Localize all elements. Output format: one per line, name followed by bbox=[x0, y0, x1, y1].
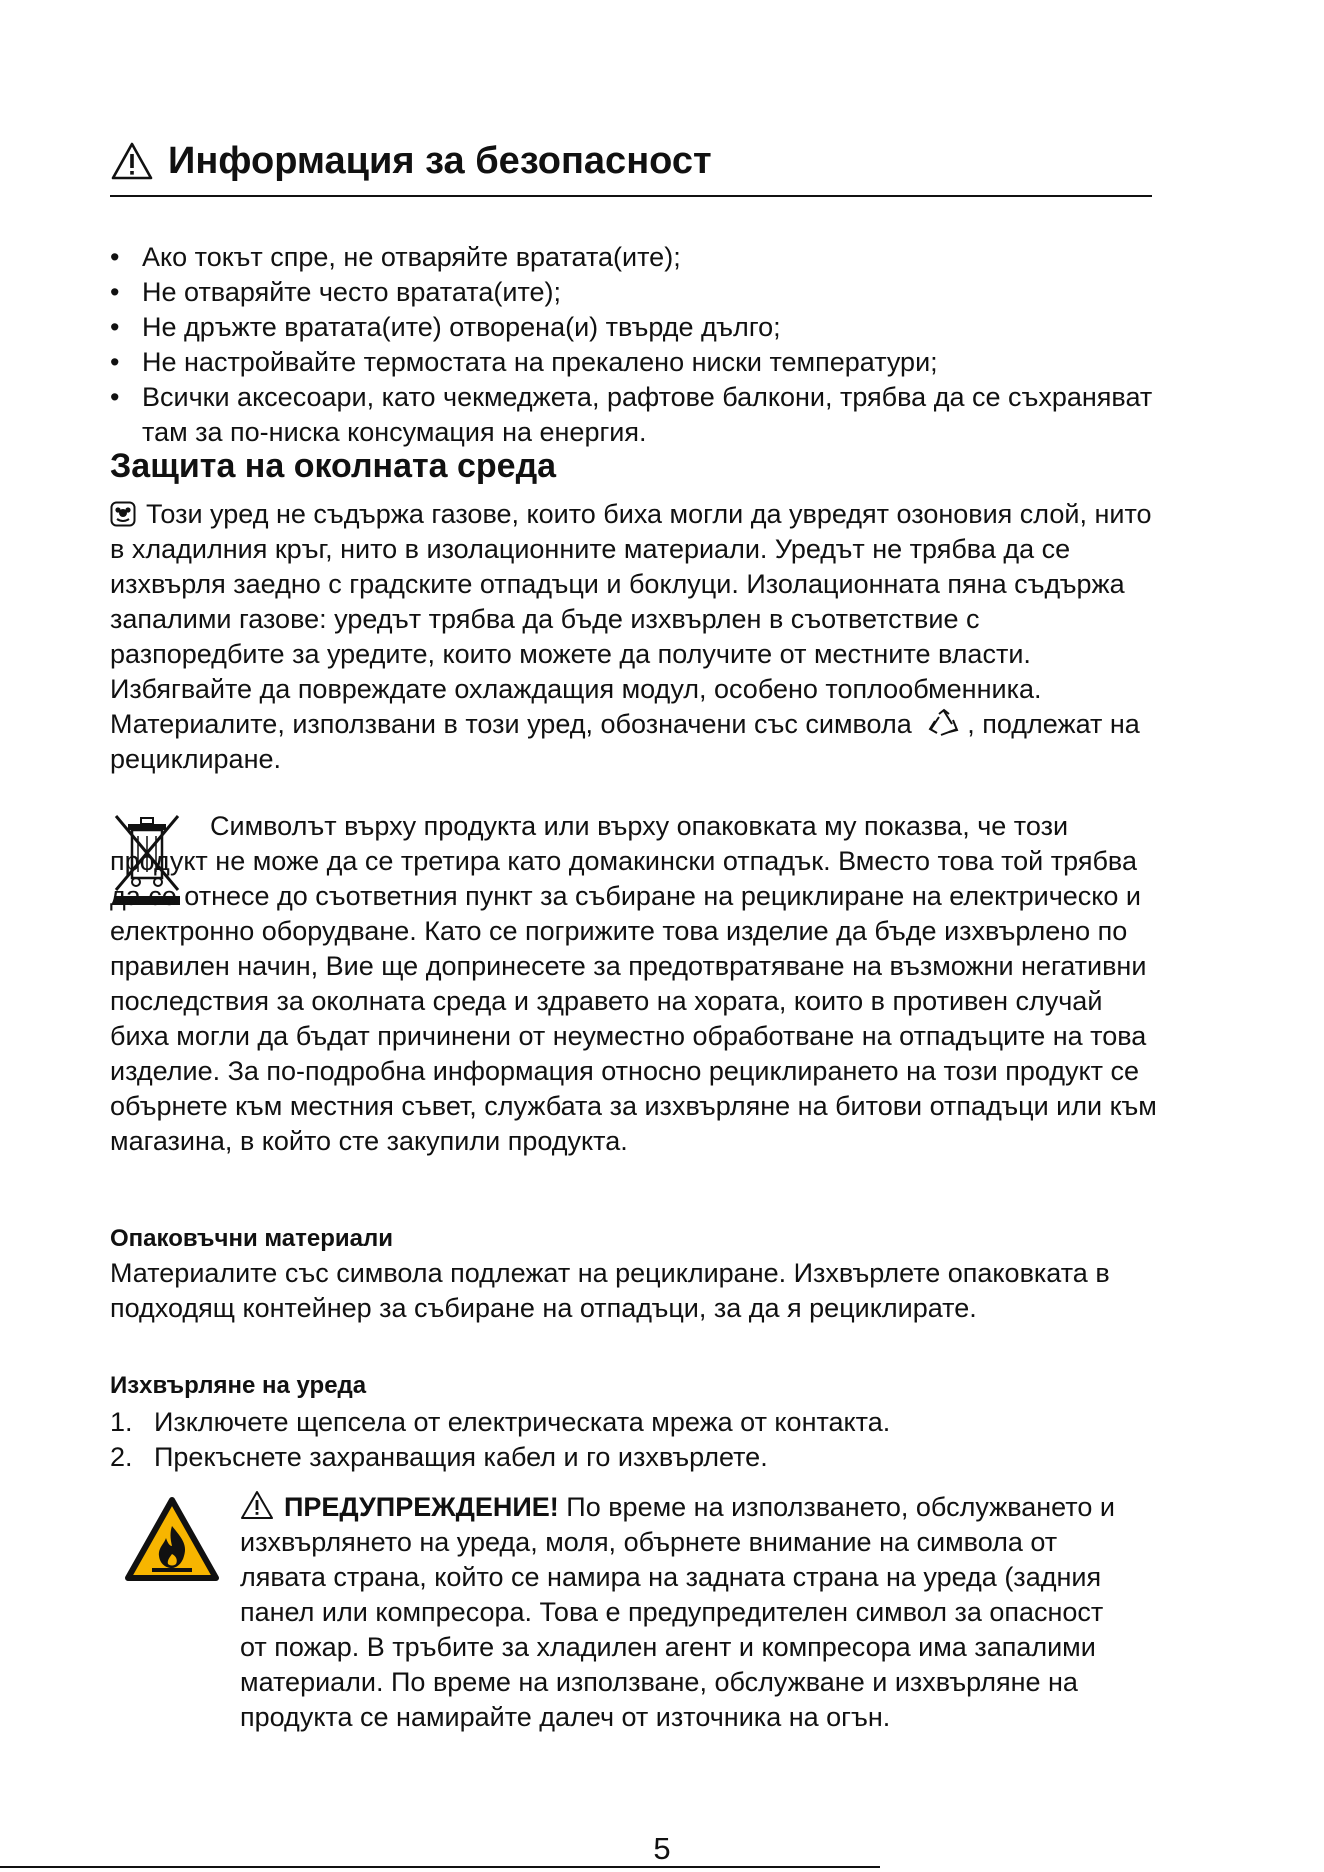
ozone-text-end: , подлежат на рециклиране. bbox=[110, 709, 1140, 774]
ozone-paragraph bbox=[110, 497, 1160, 777]
disposal-steps bbox=[110, 1405, 890, 1475]
list-item: • Ако токът спре, не отваряйте вратата(ите); bbox=[110, 240, 1170, 275]
list-item: • Всички аксесоари, като чекмеджета, рафтове балкони, трябва да се съхраняват там за по-ниска консумация на енергия. bbox=[110, 380, 1170, 450]
list-item: • Не настройвайте термостата на прекалено ниски температури; bbox=[110, 345, 1170, 380]
bottom-divider bbox=[0, 1866, 880, 1868]
energy-tips-list bbox=[110, 240, 1170, 450]
warning-triangle-icon bbox=[110, 141, 154, 181]
warning-triangle-icon bbox=[240, 1490, 274, 1520]
list-item: • Не отваряйте често вратата(ите); bbox=[110, 275, 1170, 310]
environment-heading: Защита на околната среда bbox=[110, 447, 557, 485]
page-title-text: Информация за безопасност bbox=[168, 140, 712, 182]
title-divider bbox=[110, 195, 1152, 197]
ozone-safe-icon bbox=[110, 501, 136, 527]
list-item: • Не дръжте вратата(ите) отворена(и) твърде дълго; bbox=[110, 310, 1170, 345]
packaging-paragraph: Материалите със символа подлежат на рециклиране. Изхвърлете опаковката в подходящ контейнер за събиране на отпадъци, за да я рециклирате. bbox=[110, 1258, 1110, 1323]
packaging-heading: Опаковъчни материали bbox=[110, 1225, 394, 1252]
list-item: 2. Прекъснете захранващия кабел и го изхвърлете. bbox=[110, 1442, 768, 1472]
warning-text: По време на използването, обслужването и изхвърлянето на уреда, моля, обърнете внимание на символа от лявата страна, който се намира на задната страна на уреда (задния панел или компресора. Това е предупредителен символ за опасност от пожар. В тръбите за хладилен агент и компресора има запалими материали. По време на използване, обслужване и изхвърляне на продукта се намирайте далеч от източника на огън. bbox=[240, 1492, 1115, 1732]
disposal-heading: Изхвърляне на уреда bbox=[110, 1372, 367, 1399]
warning-label: ПРЕДУПРЕЖДЕНИЕ! bbox=[284, 1492, 559, 1522]
list-item: 1. Изключете щепсела от електрическата мрежа от контакта. bbox=[110, 1407, 891, 1437]
page-number: 5 bbox=[653, 1831, 671, 1866]
warning-paragraph bbox=[240, 1490, 1130, 1735]
weee-paragraph: Символът върху продукта или върху опаковката му показва, че този продукт не може да се третира като домакински отпадък. Вместо това той трябва да се отнесе до съответния пункт за събиране на рециклиране на електрическо и електронно оборудване. Като се погрижите това изделие да бъде изхвърлено по правилен начин, Вие ще допринесете за предотвратяване на възможни негативни последствия за околната среда и здравето на хората, които в противен случай биха могли да бъдат причинени от неуместно обработване на отпадъците на това изделие. За по-подробна информация относно рециклирането на този продукт се обърнете към местния съвет, службата за изхвърляне на битови отпадъци или към магазина, в който сте закупили продукта. bbox=[110, 811, 1157, 1156]
page-title bbox=[110, 138, 1152, 184]
ozone-text: Този уред не съдържа газове, които биха могли да увредят озоновия слой, нито в хладилния кръг, нито в изолационните материали. Уредът не трябва да се изхвърля заедно с градските отпадъци и боклуци. Изолационната пяна съдържа запалими газове: уредът трябва да бъде изхвърлен в съответствие с разпоредбите за уредите, които можете да получите от местните власти. Избягвайте да повреждате охлаждащия модул, особено топлообменника. Материалите, използвани в този уред, обозначени със символа bbox=[110, 499, 1152, 739]
recycle-icon bbox=[927, 708, 965, 738]
flammable-warning-icon bbox=[124, 1496, 220, 1582]
